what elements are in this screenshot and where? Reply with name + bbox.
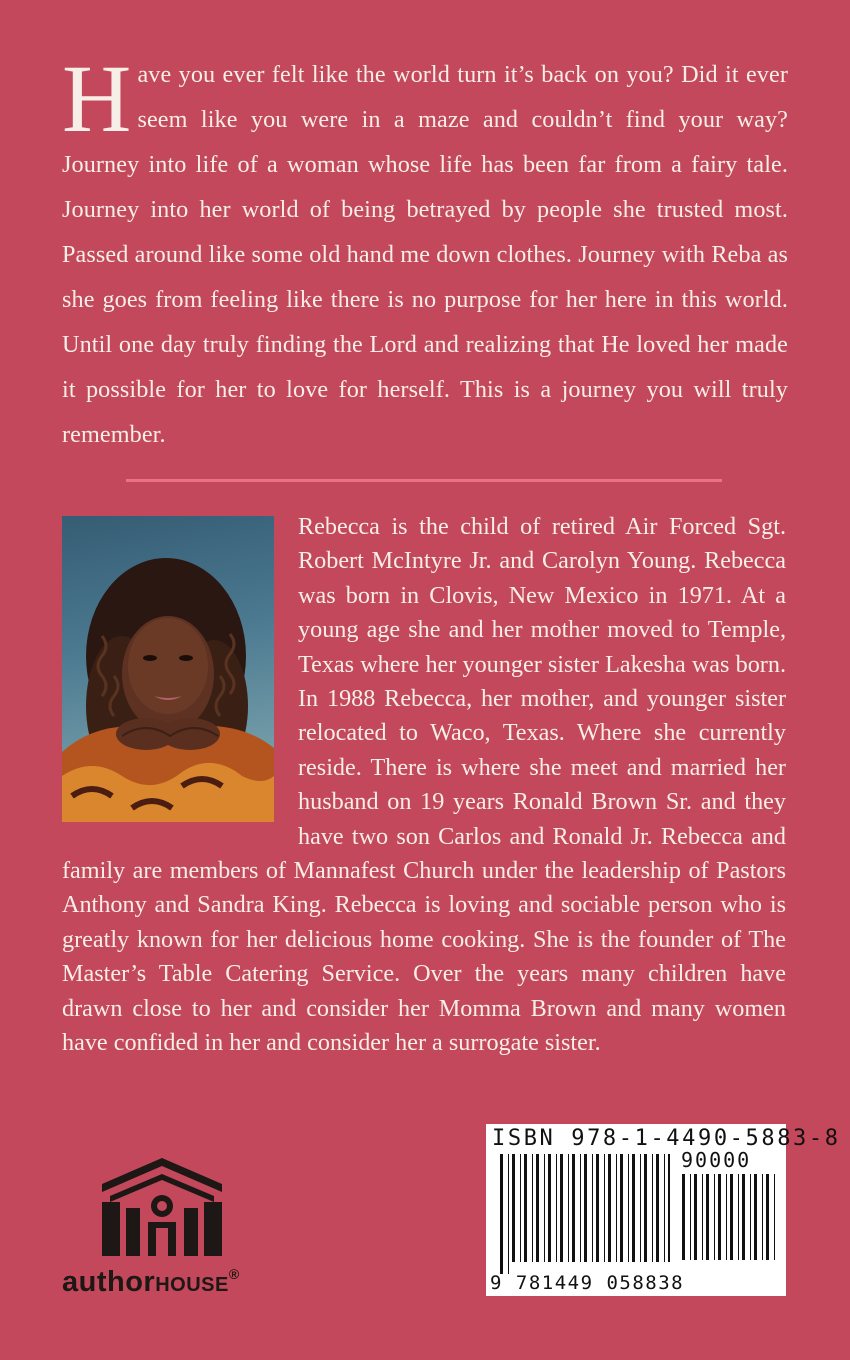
blurb-text: ave you ever felt like the world turn it’s back on you? Did it ever seem like you were in a maze and couldn’t find your way? Journey into life of a woman whose life has been far from a fairy tale. Journey into her world of being betrayed by people she trusted most. Passed around like some old hand me down clothes. Journey with Reba as she goes from feeling like there is no purpose for her here in this world. Until one day truly finding the Lord and realizing that He loved her made it possible for her to love for herself. This is a journey you will truly remember. xyxy=(62,61,788,448)
barcode-bar xyxy=(572,1154,575,1262)
isbn-barcode xyxy=(486,1124,841,1296)
barcode-bar xyxy=(750,1174,751,1260)
barcode-bar xyxy=(508,1154,509,1274)
barcode-bar xyxy=(766,1174,769,1260)
barcode-bar xyxy=(644,1154,647,1262)
registered-mark: ® xyxy=(228,1266,240,1282)
barcode-bar xyxy=(580,1154,581,1262)
barcode-bar xyxy=(668,1154,670,1262)
barcode-bar xyxy=(620,1154,623,1262)
barcode-bar xyxy=(536,1154,539,1262)
ean-number: 9 781449 058838 xyxy=(490,1272,685,1294)
drop-cap: H xyxy=(62,45,132,152)
author-bio xyxy=(62,510,786,1061)
barcode-bar xyxy=(774,1174,775,1260)
publisher-wordmark xyxy=(62,1266,240,1299)
barcode-bar xyxy=(628,1154,629,1262)
wordmark-author: author xyxy=(62,1266,156,1298)
barcode-bar xyxy=(500,1154,503,1274)
isbn-number: ISBN 978-1-4490-5883-8 xyxy=(492,1126,841,1151)
barcode-bar xyxy=(652,1154,653,1262)
price-code: 90000 xyxy=(681,1148,752,1172)
barcode-bar xyxy=(616,1154,617,1262)
back-cover-blurb xyxy=(62,45,788,457)
barcode-bar xyxy=(608,1154,611,1262)
barcode-bar xyxy=(762,1174,763,1260)
barcode-bar xyxy=(706,1174,709,1260)
photo-spacer xyxy=(62,510,298,840)
bio-text: Rebecca is the child of retired Air Forced Sgt. Robert McIntyre Jr. and Carolyn Young. Rebecca was born in Clovis, New Mexico in 1971. At a young age she and her mother moved to Temple, Texas where her younger sister Lakesha was born. In 1988 Rebecca, her mother, and younger sister relocated to Waco, Texas. Where she currently reside. There is where she meet and married her husband on 19 years Ronald Brown Sr. and they have two son Carlos and Ronald Jr. Rebecca and family are members of Mannafest Church under the leadership of Pastors Anthony and Sandra King. Rebecca is loving and sociable person who is greatly known for her delicious home cooking. She is the founder of The Master’s Table Catering Service. Over the years many children have drawn close to her and consider her Momma Brown and many women have confided in her and consider her a surrogate sister. xyxy=(62,513,786,1057)
barcode-bar xyxy=(584,1154,587,1262)
barcode-bar xyxy=(656,1154,659,1262)
barcode-bar xyxy=(714,1174,715,1260)
barcode-bar xyxy=(604,1154,605,1262)
barcode-bar xyxy=(718,1174,721,1260)
ean-barcode-bars xyxy=(500,1154,670,1274)
barcode-bar xyxy=(596,1154,599,1262)
barcode-bar xyxy=(694,1174,697,1260)
barcode-bar xyxy=(520,1154,521,1262)
publisher-logo xyxy=(62,1156,276,1304)
authorhouse-house-icon xyxy=(98,1156,226,1258)
barcode-bar xyxy=(754,1174,757,1260)
barcode-bar xyxy=(640,1154,641,1262)
barcode-bar xyxy=(690,1174,691,1260)
barcode-bar xyxy=(548,1154,551,1262)
barcode-bar xyxy=(592,1154,593,1262)
barcode-bar xyxy=(730,1174,733,1260)
barcode-bar xyxy=(702,1174,703,1260)
barcode-bar xyxy=(738,1174,739,1260)
wordmark-house: HOUSE xyxy=(155,1274,229,1296)
barcode-bar xyxy=(544,1154,545,1262)
barcode-bar xyxy=(568,1154,569,1262)
barcode-bar xyxy=(664,1154,665,1262)
barcode-bar xyxy=(632,1154,635,1262)
barcode-bar xyxy=(682,1174,685,1260)
barcode-bar xyxy=(726,1174,727,1260)
barcode-bar xyxy=(532,1154,533,1262)
barcode-bar xyxy=(742,1174,745,1260)
addon-barcode-bars xyxy=(682,1174,778,1272)
barcode-bar xyxy=(560,1154,563,1262)
barcode-bar xyxy=(524,1154,527,1262)
divider-rule xyxy=(126,479,722,482)
barcode-bar xyxy=(556,1154,557,1262)
barcode-bar xyxy=(512,1154,515,1262)
